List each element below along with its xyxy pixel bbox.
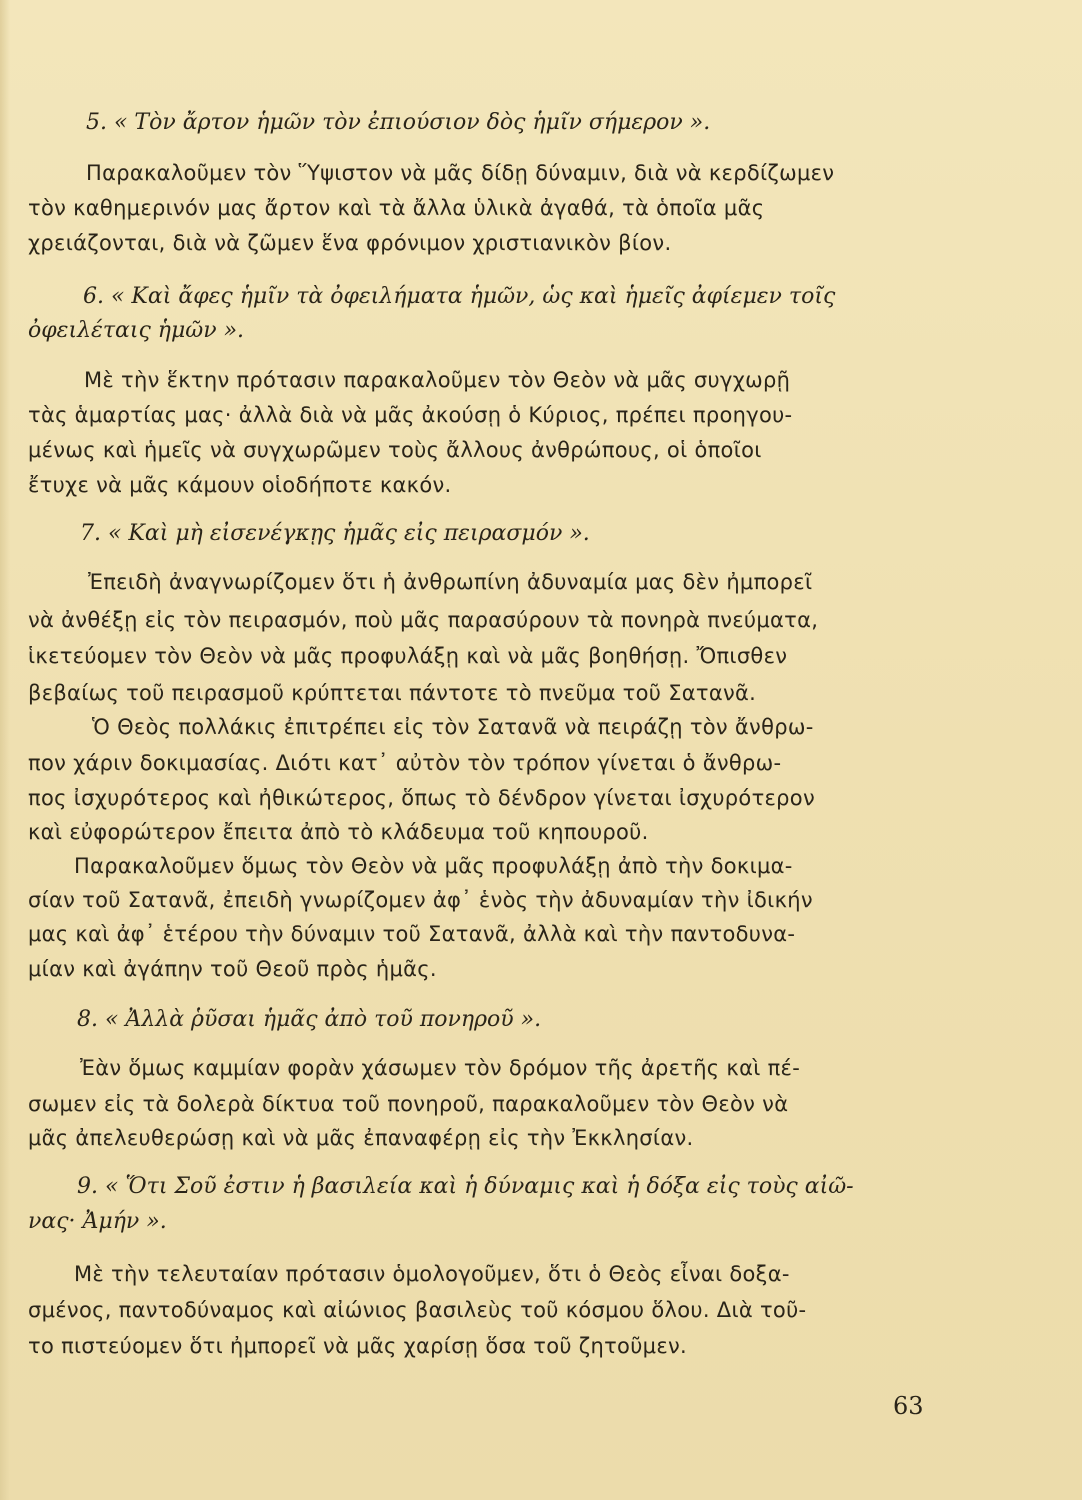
text-line: τὸν καθημερινόν μας ἄρτον καὶ τὰ ἄλλα ὑλικὰ ἀγαθά, τὰ ὁποῖα μᾶς — [28, 196, 765, 220]
text-line: βεβαίως τοῦ πειρασμοῦ κρύπτεται πάντοτε τὸ πνεῦμα τοῦ Σατανᾶ. — [28, 681, 757, 705]
text-line: Ἐπειδὴ ἀναγνωρίζομεν ὅτι ἡ ἀνθρωπίνη ἀδυναμία μας δὲν ἠμπορεῖ — [88, 570, 813, 594]
section-6-heading-cont: ὀφειλέταις ἡμῶν ». — [28, 318, 245, 343]
text-line: καὶ εὐφορώτερον ἔπειτα ἀπὸ τὸ κλάδευμα τοῦ κηπουροῦ. — [28, 820, 649, 844]
text-line: Μὲ τὴν ἕκτην πρότασιν παρακαλοῦμεν τὸν Θεὸν νὰ μᾶς συγχωρῇ — [84, 368, 791, 392]
text-line: Παρακαλοῦμεν τὸν Ὕψιστον νὰ μᾶς δίδῃ δύναμιν, διὰ νὰ κερδίζωμεν — [86, 161, 835, 185]
page-number: 63 — [893, 1392, 924, 1420]
text-line: νὰ ἀνθέξῃ εἰς τὸν πειρασμόν, ποὺ μᾶς παρασύρουν τὰ πονηρὰ πνεύματα, — [28, 608, 819, 632]
text-line: Παρακαλοῦμεν ὅμως τὸν Θεὸν νὰ μᾶς προφυλάξῃ ἀπὸ τὴν δοκιμα- — [74, 854, 793, 878]
text-line: πος ἰσχυρότερος καὶ ἠθικώτερος, ὅπως τὸ δένδρον γίνεται ἰσχυρότερον — [28, 786, 815, 810]
text-line: χρειάζονται, διὰ νὰ ζῶμεν ἕνα φρόνιμον χριστιανικὸν βίον. — [28, 231, 672, 255]
text-line: μένως καὶ ἡμεῖς νὰ συγχωρῶμεν τοὺς ἄλλους ἀνθρώπους, οἱ ὁποῖοι — [28, 438, 762, 462]
text-line: το πιστεύομεν ὅτι ἠμπορεῖ νὰ μᾶς χαρίσῃ ὅσα τοῦ ζητοῦμεν. — [28, 1334, 687, 1358]
text-line: Μὲ τὴν τελευταίαν πρότασιν ὁμολογοῦμεν, ὅτι ὁ Θεὸς εἶναι δοξα- — [74, 1262, 790, 1286]
section-5-heading: 5. « Τὸν ἄρτον ἡμῶν τὸν ἐπιούσιον δὸς ἡμῖν σήμερον ». — [86, 110, 711, 135]
section-9-heading: 9. « Ὅτι Σοῦ ἐστιν ἡ βασιλεία καὶ ἡ δύναμις καὶ ἡ δόξα εἰς τοὺς αἰῶ- — [77, 1174, 854, 1199]
text-line: Ὁ Θεὸς πολλάκις ἐπιτρέπει εἰς τὸν Σατανᾶ νὰ πειράζῃ τὸν ἄνθρω- — [92, 715, 814, 739]
section-6-heading: 6. « Καὶ ἄφες ἡμῖν τὰ ὀφειλήματα ἡμῶν, ὡς καὶ ἡμεῖς ἀφίεμεν τοῖς — [83, 284, 836, 309]
text-line: σίαν τοῦ Σατανᾶ, ἐπειδὴ γνωρίζομεν ἀφ᾽ ἑνὸς τὴν ἀδυναμίαν τὴν ἰδικήν — [28, 888, 813, 912]
text-line: μᾶς ἀπελευθερώσῃ καὶ νὰ μᾶς ἐπαναφέρῃ εἰς τὴν Ἐκκλησίαν. — [28, 1126, 694, 1150]
text-line: τὰς ἁμαρτίας μας· ἀλλὰ διὰ νὰ μᾶς ἀκούσῃ ὁ Κύριος, πρέπει προηγου- — [28, 403, 793, 427]
text-line: πον χάριν δοκιμασίας. Διότι κατ᾽ αὐτὸν τὸν τρόπον γίνεται ὁ ἄνθρω- — [28, 751, 782, 775]
text-line: σμένος, παντοδύναμος καὶ αἰώνιος βασιλεὺς τοῦ κόσμου ὅλου. Διὰ τοῦ- — [28, 1298, 807, 1322]
section-8-heading: 8. « Ἀλλὰ ῥῦσαι ἡμᾶς ἀπὸ τοῦ πονηροῦ ». — [77, 1007, 542, 1032]
text-line: ἔτυχε νὰ μᾶς κάμουν οἱοδήποτε κακόν. — [28, 473, 452, 497]
text-line: μίαν καὶ ἀγάπην τοῦ Θεοῦ πρὸς ἡμᾶς. — [28, 957, 437, 981]
section-9-heading-cont: νας· Ἀμήν ». — [28, 1209, 167, 1234]
text-line: ἱκετεύομεν τὸν Θεὸν νὰ μᾶς προφυλάξῃ καὶ νὰ μᾶς βοηθήσῃ. Ὄπισθεν — [28, 644, 788, 668]
text-line: Ἐὰν ὅμως καμμίαν φορὰν χάσωμεν τὸν δρόμον τῆς ἀρετῆς καὶ πέ- — [80, 1056, 801, 1080]
text-line: μας καὶ ἀφ᾽ ἑτέρου τὴν δύναμιν τοῦ Σατανᾶ, ἀλλὰ καὶ τὴν παντοδυνα- — [28, 922, 796, 946]
section-7-heading: 7. « Καὶ μὴ εἰσενέγκῃς ἡμᾶς εἰς πειρασμόν ». — [80, 521, 590, 546]
text-line: σωμεν εἰς τὰ δολερὰ δίκτυα τοῦ πονηροῦ, παρακαλοῦμεν τὸν Θεὸν νὰ — [28, 1092, 789, 1116]
